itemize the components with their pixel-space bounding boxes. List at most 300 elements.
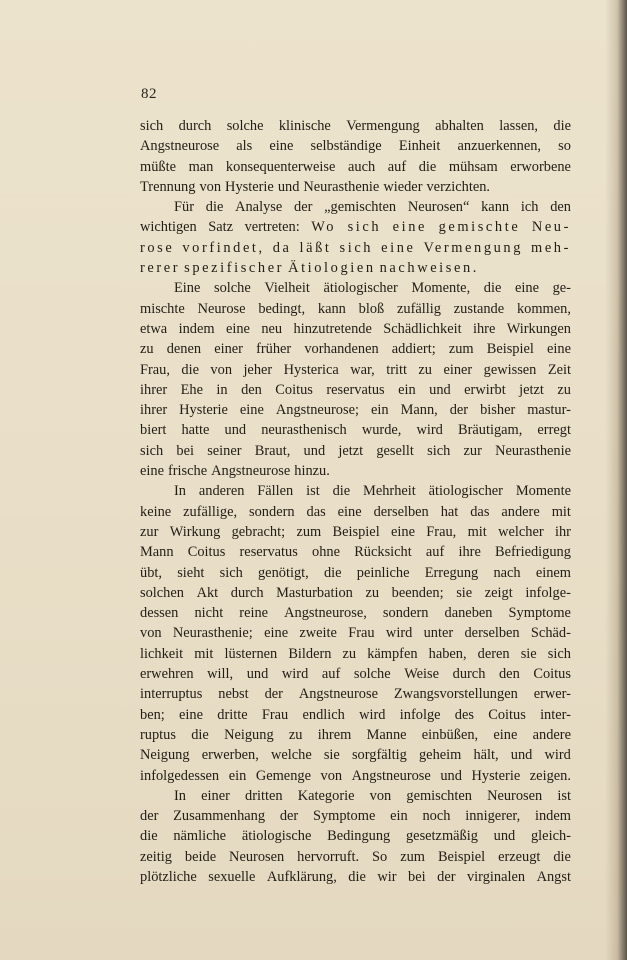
word: indem <box>534 808 571 825</box>
word: frische <box>167 463 208 480</box>
word: eine <box>239 402 264 419</box>
word: sich <box>547 645 571 662</box>
word: plötzliche <box>140 868 197 885</box>
word: Frau <box>348 625 375 642</box>
word: so <box>558 138 571 155</box>
word: infolge <box>399 706 441 723</box>
word: Erregung <box>424 564 479 581</box>
word: eine <box>391 523 415 540</box>
word: Satz <box>208 219 234 236</box>
word: wird <box>385 625 413 642</box>
word: sich <box>140 118 164 134</box>
word: wird <box>281 666 309 683</box>
word: auf <box>425 544 445 561</box>
word: eine <box>392 219 428 236</box>
word: Neurasthenie <box>303 178 380 195</box>
word: noch <box>422 808 451 825</box>
word: nicht <box>194 605 224 622</box>
text-line <box>140 826 571 846</box>
word: meh- <box>531 239 571 256</box>
word: den <box>498 666 520 683</box>
word: einer <box>214 341 243 358</box>
word: gleich- <box>530 828 571 845</box>
word: unter <box>423 625 454 642</box>
word: Angstneurose; <box>275 402 359 419</box>
word: ätiologische <box>241 828 312 845</box>
word: Trennung <box>140 178 196 195</box>
text-line <box>140 847 571 867</box>
word: wird <box>544 747 571 764</box>
word: Ehe <box>180 381 203 398</box>
word: der <box>279 808 299 825</box>
text-line <box>140 400 571 420</box>
word: eine <box>140 463 164 480</box>
word: gesetzmäßig <box>405 828 478 845</box>
text-line <box>140 441 571 461</box>
word: Zusammenhang <box>173 808 266 825</box>
word: die <box>323 564 342 581</box>
word: durch <box>230 584 264 601</box>
word: solche <box>213 280 251 297</box>
text-line <box>140 177 571 197</box>
word: vertreten: <box>244 219 300 236</box>
word: zur <box>463 442 482 459</box>
word: vorfindet, <box>182 239 265 256</box>
word: einbüßen, <box>421 726 479 743</box>
word: Frau <box>261 706 289 723</box>
word: zeigen. <box>529 767 571 784</box>
word: zu <box>288 726 303 743</box>
word: den <box>241 381 262 398</box>
word: die <box>181 361 199 378</box>
word: Gemenge <box>255 767 311 784</box>
word: anzuerkennen, <box>457 138 542 155</box>
text-line <box>140 197 571 217</box>
word: sich <box>347 219 382 236</box>
word: ihre <box>458 544 481 561</box>
text-line <box>140 623 571 643</box>
word: die <box>140 828 158 845</box>
word: wurde, <box>361 422 402 439</box>
word: gesellt <box>376 442 414 459</box>
word: hat <box>440 503 459 520</box>
text-line <box>140 725 571 745</box>
word: andere <box>501 503 540 520</box>
word: anderen <box>198 483 245 500</box>
word: Wirkungen <box>506 320 571 337</box>
word: ge- <box>552 280 571 297</box>
word: ihr <box>554 523 571 540</box>
word: zur <box>140 523 159 540</box>
word: reservatus <box>326 381 385 398</box>
word: erzeugt <box>498 848 541 865</box>
word: Weise <box>404 666 440 683</box>
word: eine <box>493 726 518 743</box>
word: ohne <box>312 544 341 561</box>
word: ben; <box>140 706 165 723</box>
word: Wirkung <box>169 523 221 540</box>
word: infolgedessen <box>140 767 220 784</box>
word: lüsternen <box>224 645 278 662</box>
word: sich <box>140 442 164 459</box>
word: Beispiel <box>486 341 534 358</box>
word: ihrer <box>140 381 168 398</box>
word: eine <box>179 706 203 723</box>
text-line <box>140 786 571 806</box>
text-line <box>140 705 571 725</box>
word: welcher <box>498 523 544 540</box>
word: Einheit <box>398 138 441 155</box>
word: eine <box>337 503 362 520</box>
word: bei <box>408 868 426 885</box>
word: solche <box>226 118 264 134</box>
word: Mann <box>140 544 174 561</box>
text-line <box>140 644 571 664</box>
text-line <box>140 319 571 339</box>
word: die <box>191 726 209 743</box>
word: welche <box>270 747 312 764</box>
word: derselben <box>373 503 429 520</box>
text-line <box>140 157 571 177</box>
text-line <box>140 563 571 583</box>
word: zustande <box>453 300 505 317</box>
word: sondern <box>382 605 429 622</box>
word: die <box>553 848 571 865</box>
word: einer <box>201 787 230 804</box>
word: hinzutretende <box>293 320 372 337</box>
word: inter- <box>540 706 571 723</box>
word: zu <box>342 645 357 662</box>
word: ätiologischer <box>323 280 398 297</box>
word: der <box>449 402 469 419</box>
word: Bildern <box>288 645 332 662</box>
word: will, <box>207 666 234 683</box>
word: sorgfältig <box>351 747 407 764</box>
word: nämliche <box>173 828 227 845</box>
word: jetzt <box>338 442 364 459</box>
word: rose <box>140 239 175 256</box>
word: Bräutigam, <box>457 422 523 439</box>
word: Schädlichkeit <box>383 320 462 337</box>
word: mühsam <box>448 158 498 175</box>
word: von <box>210 361 233 378</box>
word: Kategorie <box>297 787 355 804</box>
word: der <box>294 199 313 216</box>
word: Vielheit <box>264 280 310 297</box>
text-line <box>140 603 571 623</box>
word: vorhandenen <box>304 341 379 358</box>
word: zufällige, <box>183 503 238 520</box>
word: biert <box>140 422 167 439</box>
word: zu <box>418 361 433 378</box>
word: das <box>306 503 326 520</box>
word: sie <box>323 747 340 764</box>
word: erworbene <box>510 158 571 175</box>
word: eine <box>547 341 571 358</box>
word: sieht <box>177 564 205 581</box>
word: zum <box>448 341 474 358</box>
word: hatte <box>181 422 210 439</box>
text-line <box>140 258 571 278</box>
word: ein <box>398 381 416 398</box>
word: auf <box>321 666 341 683</box>
word: zu <box>557 381 571 398</box>
word: eine <box>264 625 289 642</box>
word: virginalen <box>466 868 526 885</box>
word: und <box>440 767 462 784</box>
word: ihrem <box>317 726 352 743</box>
word: nebst <box>218 686 249 703</box>
word: rerer <box>140 260 181 277</box>
word: Schäd- <box>530 625 571 642</box>
text-line <box>140 502 571 522</box>
text-line <box>140 745 571 765</box>
word: wichtigen <box>140 219 197 236</box>
word: beide <box>184 848 217 865</box>
word: und <box>493 828 516 845</box>
word: von <box>140 625 162 642</box>
word: Coitus <box>187 544 226 561</box>
word: Bedingung <box>327 828 391 845</box>
text-line <box>140 684 571 704</box>
word: die <box>483 280 502 297</box>
text-line <box>140 278 571 298</box>
word: sie <box>520 645 537 662</box>
word: Hysterie <box>471 767 521 784</box>
word: In <box>174 483 186 500</box>
word: von <box>369 787 392 804</box>
word: Neurasthenie <box>495 442 571 459</box>
word: Angstneurose <box>298 686 378 703</box>
word: und <box>246 666 269 683</box>
word: solche <box>353 666 391 683</box>
word: ist <box>306 483 320 500</box>
word: erwer- <box>533 686 571 703</box>
word: war, <box>350 361 375 378</box>
text-line <box>140 299 571 319</box>
word: Angstneurose <box>351 767 431 784</box>
word: geheim <box>418 747 462 764</box>
word: und <box>303 442 326 459</box>
word: zweite <box>299 625 337 642</box>
word: Hysterica <box>283 361 339 378</box>
word: das <box>470 503 490 520</box>
word: ruptus <box>140 726 176 743</box>
text-line <box>140 867 571 887</box>
word: hinzu. <box>294 463 330 480</box>
page-edge-shadow <box>605 0 627 960</box>
word: klinische <box>278 118 331 134</box>
word: Frau, <box>140 361 170 378</box>
word: ihre <box>472 320 496 337</box>
word: hält, <box>473 747 499 764</box>
text-line <box>140 420 571 440</box>
word: kommen, <box>516 300 571 317</box>
word: Vermengung <box>423 239 524 256</box>
word: nach <box>493 564 521 581</box>
word: neu <box>261 320 283 337</box>
word: Momente <box>515 483 571 500</box>
word: von <box>199 178 222 195</box>
word: zeitig <box>140 848 172 865</box>
word: verzichten. <box>426 178 491 195</box>
word: Fällen <box>257 483 294 500</box>
text-line <box>140 522 571 542</box>
word: lassen, <box>499 118 539 134</box>
word: Masturbation <box>276 584 353 601</box>
word: zufällig <box>397 300 441 317</box>
word: Neigung <box>140 747 190 764</box>
text-line <box>140 136 571 156</box>
word: zu <box>140 341 154 358</box>
word: zum <box>400 848 425 865</box>
word: keine <box>140 503 172 520</box>
word: eine <box>269 138 294 155</box>
word: ein <box>228 767 247 784</box>
word: seiner <box>207 442 242 459</box>
word: Neigung <box>224 726 274 743</box>
word: mit <box>551 503 571 520</box>
text-line <box>140 583 571 603</box>
word: und <box>224 422 247 439</box>
word: ein <box>390 808 408 825</box>
word: reservatus <box>239 544 298 561</box>
word: die <box>553 118 571 134</box>
word: der <box>140 808 159 825</box>
word: dritten <box>245 787 283 804</box>
word: Angstneurose <box>211 463 291 480</box>
word: den <box>550 199 571 216</box>
text-line <box>140 339 571 359</box>
word: interruptus <box>140 686 203 703</box>
word: und <box>510 747 533 764</box>
word: Symptome <box>508 605 571 622</box>
word: sich <box>219 564 243 581</box>
word: läßt <box>299 239 332 256</box>
text-line <box>140 461 571 481</box>
word: tritt <box>386 361 407 378</box>
word: derselben <box>464 625 520 642</box>
word: haben, <box>428 645 467 662</box>
word: So <box>372 848 388 865</box>
word: eine <box>381 239 416 256</box>
word: sexuelle <box>208 868 256 885</box>
word: die <box>418 158 437 175</box>
text-line <box>140 664 571 684</box>
word: Angstneurose <box>140 138 220 155</box>
word: wieder <box>383 178 423 195</box>
word: jeher <box>243 361 273 378</box>
word: etwa <box>140 320 168 337</box>
word: Neurosen <box>229 848 285 865</box>
word: reine <box>239 605 269 622</box>
word: sie <box>456 584 473 601</box>
word: denen <box>166 341 202 358</box>
word: mastur- <box>527 402 571 419</box>
word: jetzt <box>519 381 544 398</box>
word: dritte <box>217 706 248 723</box>
text-line <box>140 380 571 400</box>
word: und <box>277 178 300 195</box>
word: ich <box>520 199 539 216</box>
word: des <box>454 706 474 723</box>
word: sich <box>339 239 374 256</box>
word: Beispiel <box>437 848 486 865</box>
word: zum <box>296 523 322 540</box>
word: daneben <box>444 605 493 622</box>
word: solchen <box>140 584 184 601</box>
word: abhalten <box>435 118 484 134</box>
word: mit <box>467 523 487 540</box>
word: wir <box>377 868 397 885</box>
word: Ätiologien <box>288 260 376 277</box>
text-line <box>140 116 571 136</box>
text-line <box>140 766 571 786</box>
text-line <box>140 481 571 501</box>
word: auf <box>387 158 407 175</box>
word: Angst <box>536 868 571 885</box>
word: Beispiel <box>332 523 380 540</box>
word: mit <box>194 645 214 662</box>
word: bei <box>176 442 194 459</box>
word: zu <box>365 584 380 601</box>
word: kann <box>481 199 510 216</box>
page-number: 82 <box>141 86 157 102</box>
word: Mehrheit <box>363 483 416 500</box>
text-line <box>140 806 571 826</box>
word: indem <box>178 320 215 337</box>
word: Neurosen“ <box>407 199 470 216</box>
word: ein <box>370 402 389 419</box>
word: bedingt, <box>258 300 306 317</box>
word: Hysterie <box>225 178 274 195</box>
word: Manne <box>366 726 407 743</box>
word: ist <box>557 787 571 804</box>
word: Coitus <box>533 666 571 683</box>
word: man <box>188 158 214 175</box>
word: Neu- <box>531 219 571 236</box>
word: in <box>216 381 228 398</box>
word: Frau, <box>426 523 457 540</box>
word: Rücksicht <box>354 544 412 561</box>
word: bisher <box>480 402 516 419</box>
word: erwerben, <box>201 747 259 764</box>
word: erwehren <box>140 666 194 683</box>
word: sich <box>427 442 451 459</box>
word: spezifischer <box>184 260 285 277</box>
word: übt, <box>140 564 162 581</box>
word: Braut, <box>254 442 291 459</box>
word: Coitus <box>275 381 313 398</box>
word: müßte <box>140 158 176 175</box>
word: gewissen <box>483 361 537 378</box>
word: Mann, <box>400 402 438 419</box>
word: Angstneurose, <box>284 605 367 622</box>
word: lichkeit <box>140 645 184 662</box>
body-text <box>140 116 571 887</box>
word: durch <box>178 118 212 134</box>
word: deren <box>477 645 510 662</box>
word: der <box>264 686 283 703</box>
word: Symptome <box>312 808 376 825</box>
word: Wo <box>311 219 337 236</box>
word: die <box>332 483 351 500</box>
word: konsequenterweise <box>225 158 336 175</box>
word: Befriedigung <box>495 544 571 561</box>
word: Zwangsvorstellungen <box>393 686 518 703</box>
word: einer <box>443 361 473 378</box>
word: bloß <box>358 300 385 317</box>
